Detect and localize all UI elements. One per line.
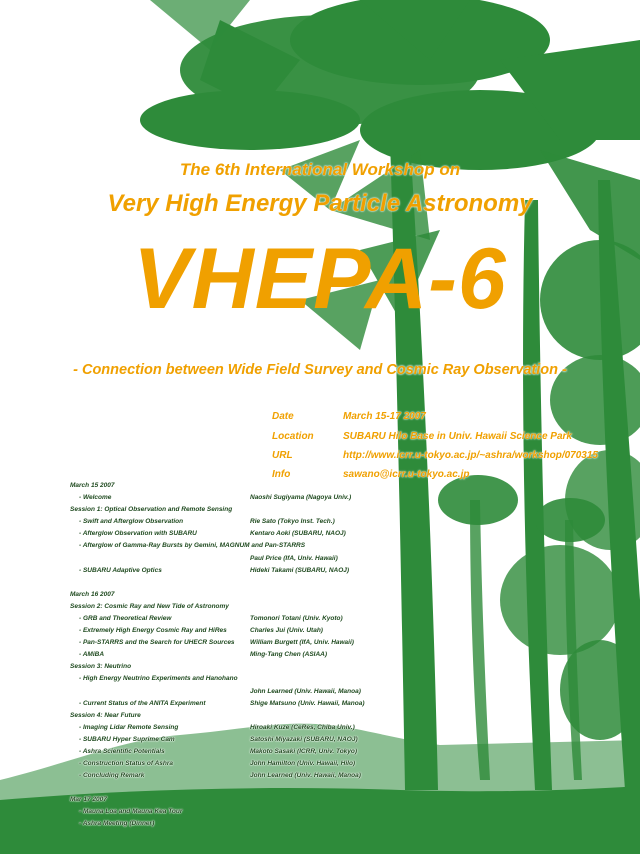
url-link[interactable]: http://www.icrr.u-tokyo.ac.jp/~ashra/workshop/070315	[343, 450, 598, 461]
workshop-subtitle: The 6th International Workshop on	[179, 160, 461, 179]
program-talk: - Ashra Meeting (Dinner)	[79, 820, 155, 827]
info-label: Info	[272, 469, 291, 480]
workshop-acronym: VHEPA-6	[133, 231, 507, 327]
program-date: Mar 17 2007	[70, 796, 107, 803]
program-speaker: Ming-Tang Chen (ASIAA)	[250, 651, 328, 658]
program-speaker: William Burgett (IfA, Univ. Hawaii)	[250, 639, 354, 646]
program-talk: - Swift and Afterglow Observation	[79, 518, 184, 525]
program-talk: - Pan-STARRS and the Search for UHECR Sources	[79, 639, 235, 646]
program-talk: - Extremely High Energy Cosmic Ray and HiRes	[79, 627, 227, 634]
date-label: Date	[272, 411, 294, 422]
program-talk: - Afterglow of Gamma-Ray Bursts by Gemini, MAGNUM and Pan-STARRS	[79, 542, 306, 549]
program-speaker: Makoto Sasaki (ICRR, Univ. Tokyo)	[250, 748, 358, 755]
program-session: Session 3: Neutrino	[70, 663, 132, 670]
program-speaker: Charles Jui (Univ. Utah)	[250, 627, 323, 634]
program-talk: - High Energy Neutrino Experiments and Hanohano	[79, 675, 238, 682]
program-speaker: Shige Matsuno (Univ. Hawaii, Manoa)	[250, 700, 365, 707]
date-value: March 15-17 2007	[343, 411, 426, 422]
program-speaker: John Learned (Univ. Hawaii, Manoa)	[250, 688, 361, 695]
program-speaker: Satoshi Miyazaki (SUBARU, NAOJ)	[250, 736, 358, 743]
workshop-theme: - Connection between Wide Field Survey and Cosmic Ray Observation -	[73, 362, 567, 378]
program-talk: - Welcome	[79, 494, 112, 501]
program-speaker: Tomonori Totani (Univ. Kyoto)	[250, 615, 343, 622]
program-talk: - Imaging Lidar Remote Sensing	[79, 724, 179, 731]
program-speaker: Naoshi Sugiyama (Nagoya Univ.)	[250, 494, 352, 501]
program-talk: - SUBARU Adaptive Optics	[79, 567, 162, 574]
program-speaker: Kentaro Aoki (SUBARU, NAOJ)	[250, 530, 346, 537]
location-value: SUBARU Hilo Base in Univ. Hawaii Science Park	[343, 431, 572, 442]
program-talk: - Concluding Remark	[79, 772, 145, 779]
program-speaker: John Learned (Univ. Hawaii, Manoa)	[250, 772, 361, 779]
program-talk: - Afterglow Observation with SUBARU	[79, 530, 197, 537]
program-talk: - Mauna Loa and Mauna Kea Tour	[79, 808, 183, 815]
program-talk: - GRB and Theoretical Review	[79, 615, 172, 622]
program-talk: - SUBARU Hyper Suprime Cam	[79, 736, 175, 743]
program-speaker: Rie Sato (Tokyo Inst. Tech.)	[250, 518, 335, 525]
program-session: Session 1: Optical Observation and Remote Sensing	[70, 506, 233, 513]
program-talk: - Construction Status of Ashra	[79, 760, 174, 767]
workshop-title: Very High Energy Particle Astronomy	[107, 190, 533, 217]
program-session: Session 2: Cosmic Ray and New Tide of Astronomy	[70, 603, 229, 610]
program-session: Session 4: Near Future	[70, 712, 141, 719]
program-speaker: Paul Price (IfA, Univ. Hawaii)	[250, 555, 338, 562]
program-date: March 16 2007	[70, 591, 115, 598]
url-label: URL	[272, 450, 293, 461]
program-talk: - AMiBA	[79, 651, 105, 658]
program-speaker: Hiroaki Kuze (CeRes, Chiba Univ.)	[250, 724, 355, 731]
program-speaker: Hideki Takami (SUBARU, NAOJ)	[250, 567, 350, 574]
program-speaker: John Hamilton (Univ. Hawaii, Hilo)	[250, 760, 356, 767]
location-label: Location	[272, 431, 314, 442]
program-talk: - Ashra Scientific Potentials	[79, 748, 165, 755]
program-talk: - Current Status of the ANITA Experiment	[79, 700, 206, 707]
program-text: March 15 2007	[70, 482, 115, 489]
info-email[interactable]: sawano@icrr.u-tokyo.ac.jp	[343, 469, 470, 480]
